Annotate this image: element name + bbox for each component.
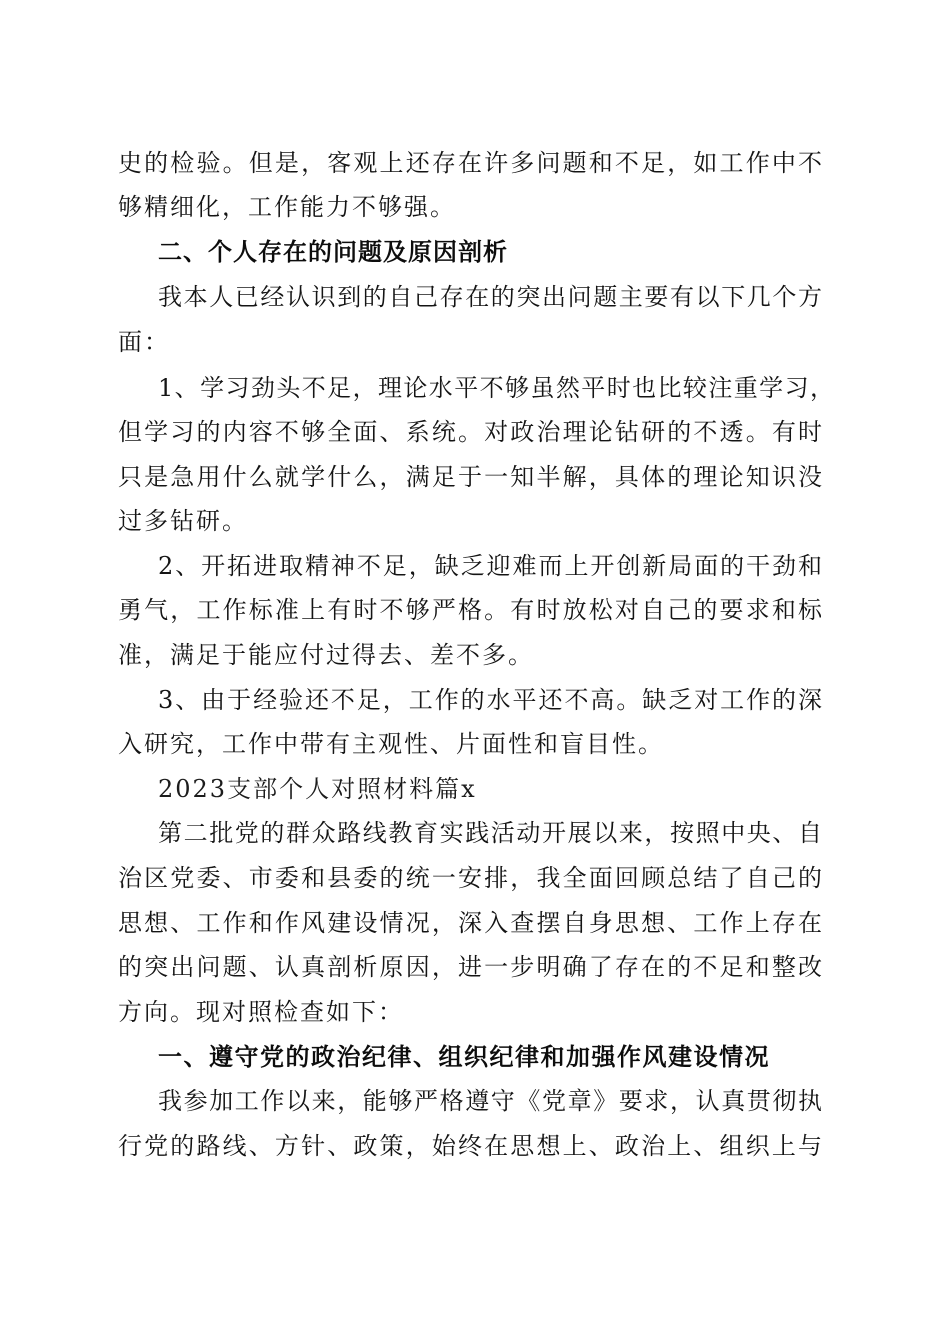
text-line: 但学习的内容不够全面、系统。对政治理论钻研的不透。有时 [118,418,822,446]
text-line: 我本人已经认识到的自己存在的突出问题主要有以下几个方 [158,283,822,311]
text-line: 的突出问题、认真剖析原因，进一步明确了存在的不足和整改 [118,953,822,981]
text-line: 方向。现对照检查如下： [118,998,404,1026]
text-line: 治区党委、市委和县委的统一安排，我全面回顾总结了自己的 [118,864,822,892]
text-line: 勇气，工作标准上有时不够严格。有时放松对自己的要求和标 [118,596,822,624]
text-line: 3、由于经验还不足，工作的水平还不高。缺乏对工作的深 [158,686,822,714]
text-line: 思想、工作和作风建设情况，深入查摆自身思想、工作上存在 [118,909,822,937]
text-line: 1、学习劲头不足，理论水平不够虽然平时也比较注重学习， [158,374,834,402]
text-line: 只是急用什么就学什么，满足于一知半解，具体的理论知识没 [118,463,822,491]
text-line: 够精细化，工作能力不够强。 [118,193,456,221]
section-heading: 一、遵守党的政治纪律、组织纪律和加强作风建设情况 [158,1043,770,1071]
text-line: 入研究，工作中带有主观性、片面性和盲目性。 [118,730,664,758]
text-line: 准，满足于能应付过得去、差不多。 [118,641,534,669]
section-heading: 二、个人存在的问题及原因剖析 [158,238,508,266]
text-line: 2、开拓进取精神不足，缺乏迎难而上开创新局面的干劲和 [158,552,822,580]
text-line: 过多钻研。 [118,507,248,535]
article-title: 2023支部个人对照材料篇x [158,775,477,803]
text-line: 面： [118,328,170,356]
text-line: 行党的路线、方针、政策，始终在思想上、政治上、组织上与 [118,1132,822,1160]
text-line: 史的检验。但是，客观上还存在许多问题和不足，如工作中不 [118,149,822,177]
text-line: 我参加工作以来，能够严格遵守《党章》要求，认真贯彻执 [158,1087,822,1115]
text-line: 第二批党的群众路线教育实践活动开展以来，按照中央、自 [158,819,822,847]
